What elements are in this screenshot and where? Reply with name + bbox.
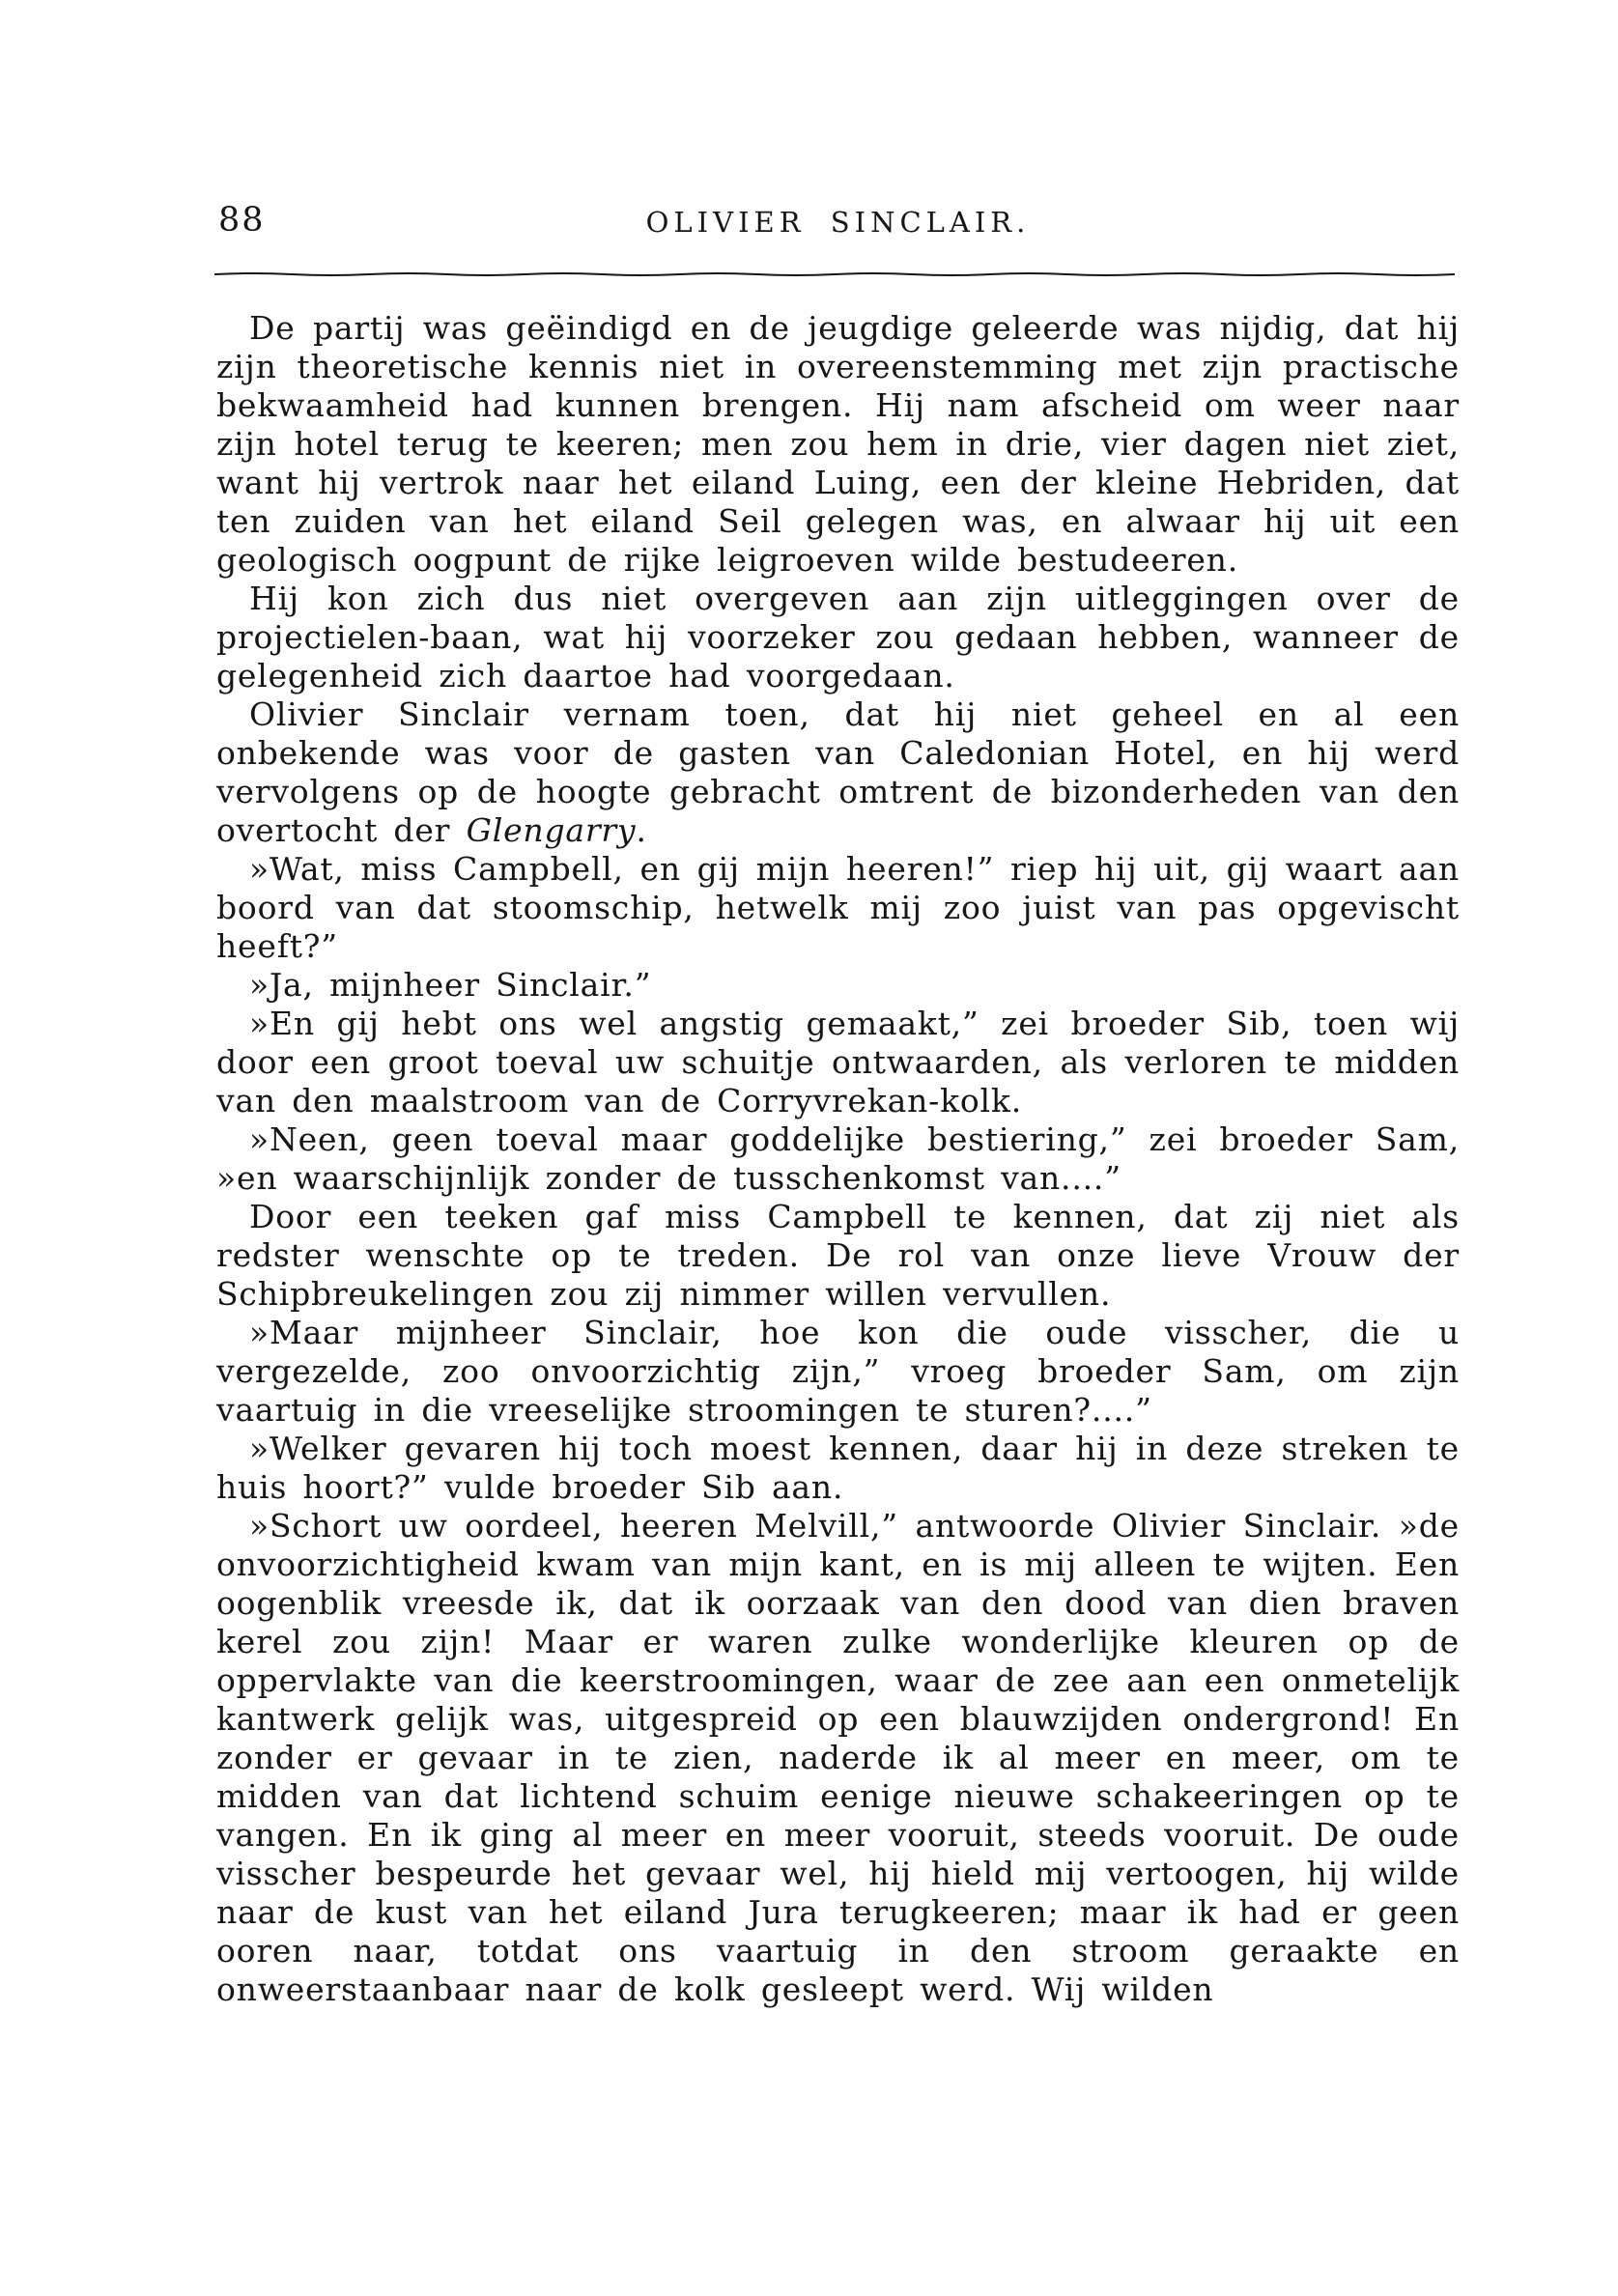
ship-name-italic: Glengarry	[466, 811, 637, 849]
paragraph: »Ja, mijnheer Sinclair.”	[249, 966, 652, 1004]
paragraph-text: Olivier Sinclair vernam toen, dat hij niet geheel en al een onbekende was voor de gasten van Caledonian Hotel, en hij werd vervolgens op de hoogte gebracht omtrent de bizonderheden van den overtocht der	[216, 695, 1460, 849]
page-number: 88	[218, 201, 266, 240]
paragraph-text: .	[636, 811, 647, 849]
paragraph: »Wat, miss Campbell, en gij mijn heeren!” riep hij uit, gij waart aan boord van dat stoomschip, hetwelk mij zoo juist van pas opgevischt heeft?”	[216, 850, 1460, 965]
header-rule	[214, 270, 1462, 278]
paragraph: Hij kon zich dus niet overgeven aan zijn uitleggingen over de projectielen-baan, wat hij voorzeker zou gedaan hebben, wanneer de gelegenheid zich daartoe had voorgedaan.	[216, 580, 1460, 694]
paragraph: »Welker gevaren hij toch moest kennen, daar hij in deze streken te huis hoort?” vulde broeder Sib aan.	[216, 1430, 1460, 1506]
paragraph: »Schort uw oordeel, heeren Melvill,” antwoorde Olivier Sinclair. »de onvoorzichtigheid kwam van mijn kant, en is mij alleen te wijten. Een oogenblik vreesde ik, dat ik oorzaak van den dood van dien braven kerel zou zijn! Maar er waren zulke wonderlijke kleuren op de oppervlakte van die keerstroomingen, waar de zee aan een onmetelijk kantwerk gelijk was, uitgespreid op een blauwzijden ondergrond! En zonder er gevaar in te zien, naderde ik al meer en meer, om te midden van dat lichtend schuim eenige nieuwe schakeeringen op te vangen. En ik ging al meer en meer vooruit, steeds vooruit. De oude visscher bespeurde het gevaar wel, hij hield mij vertoogen, hij wilde naar de kust van het eiland Jura terugkeeren; maar ik had er geen ooren naar, totdat ons vaartuig in den stroom geraakte en onweerstaanbaar naar de kolk gesleept werd. Wij wilden	[216, 1507, 1460, 2008]
paragraph: »Maar mijnheer Sinclair, hoe kon die oude visscher, die u vergezelde, zoo onvoorzichtig zijn,” vroeg broeder Sam, om zijn vaartuig in die vreeselijke stroomingen te sturen?....”	[216, 1314, 1460, 1429]
page-body	[216, 309, 1460, 2009]
paragraph: De partij was geëindigd en de jeugdige geleerde was nijdig, dat hij zijn theoretische kennis niet in overeenstemming met zijn practische bekwaamheid had kunnen brengen. Hij nam afscheid om weer naar zijn hotel terug te keeren; men zou hem in drie, vier dagen niet ziet, want hij vertrok naar het eiland Luing, een der kleine Hebriden, dat ten zuiden van het eiland Seil gelegen was, en alwaar hij uit een geologisch oogpunt de rijke leigroeven wilde bestudeeren.	[216, 309, 1460, 579]
paragraph: »En gij hebt ons wel angstig gemaakt,” zei broeder Sib, toen wij door een groot toeval uw schuitje ontwaarden, als verloren te midden van den maalstroom van de Corryvrekan-kolk.	[216, 1005, 1460, 1120]
running-title: OLIVIER SINCLAIR.	[645, 206, 1031, 239]
page-header	[216, 199, 1460, 274]
text-column	[216, 199, 1460, 2009]
paragraph: Door een teeken gaf miss Campbell te kennen, dat zij niet als redster wenschte op te treden. De rol van onze lieve Vrouw der Schipbreukelingen zou zij nimmer willen vervullen.	[216, 1198, 1460, 1313]
paragraph	[216, 695, 1460, 850]
paragraph: »Neen, geen toeval maar goddelijke bestiering,” zei broeder Sam, »en waarschijnlijk zonder de tusschenkomst van....”	[216, 1120, 1460, 1197]
